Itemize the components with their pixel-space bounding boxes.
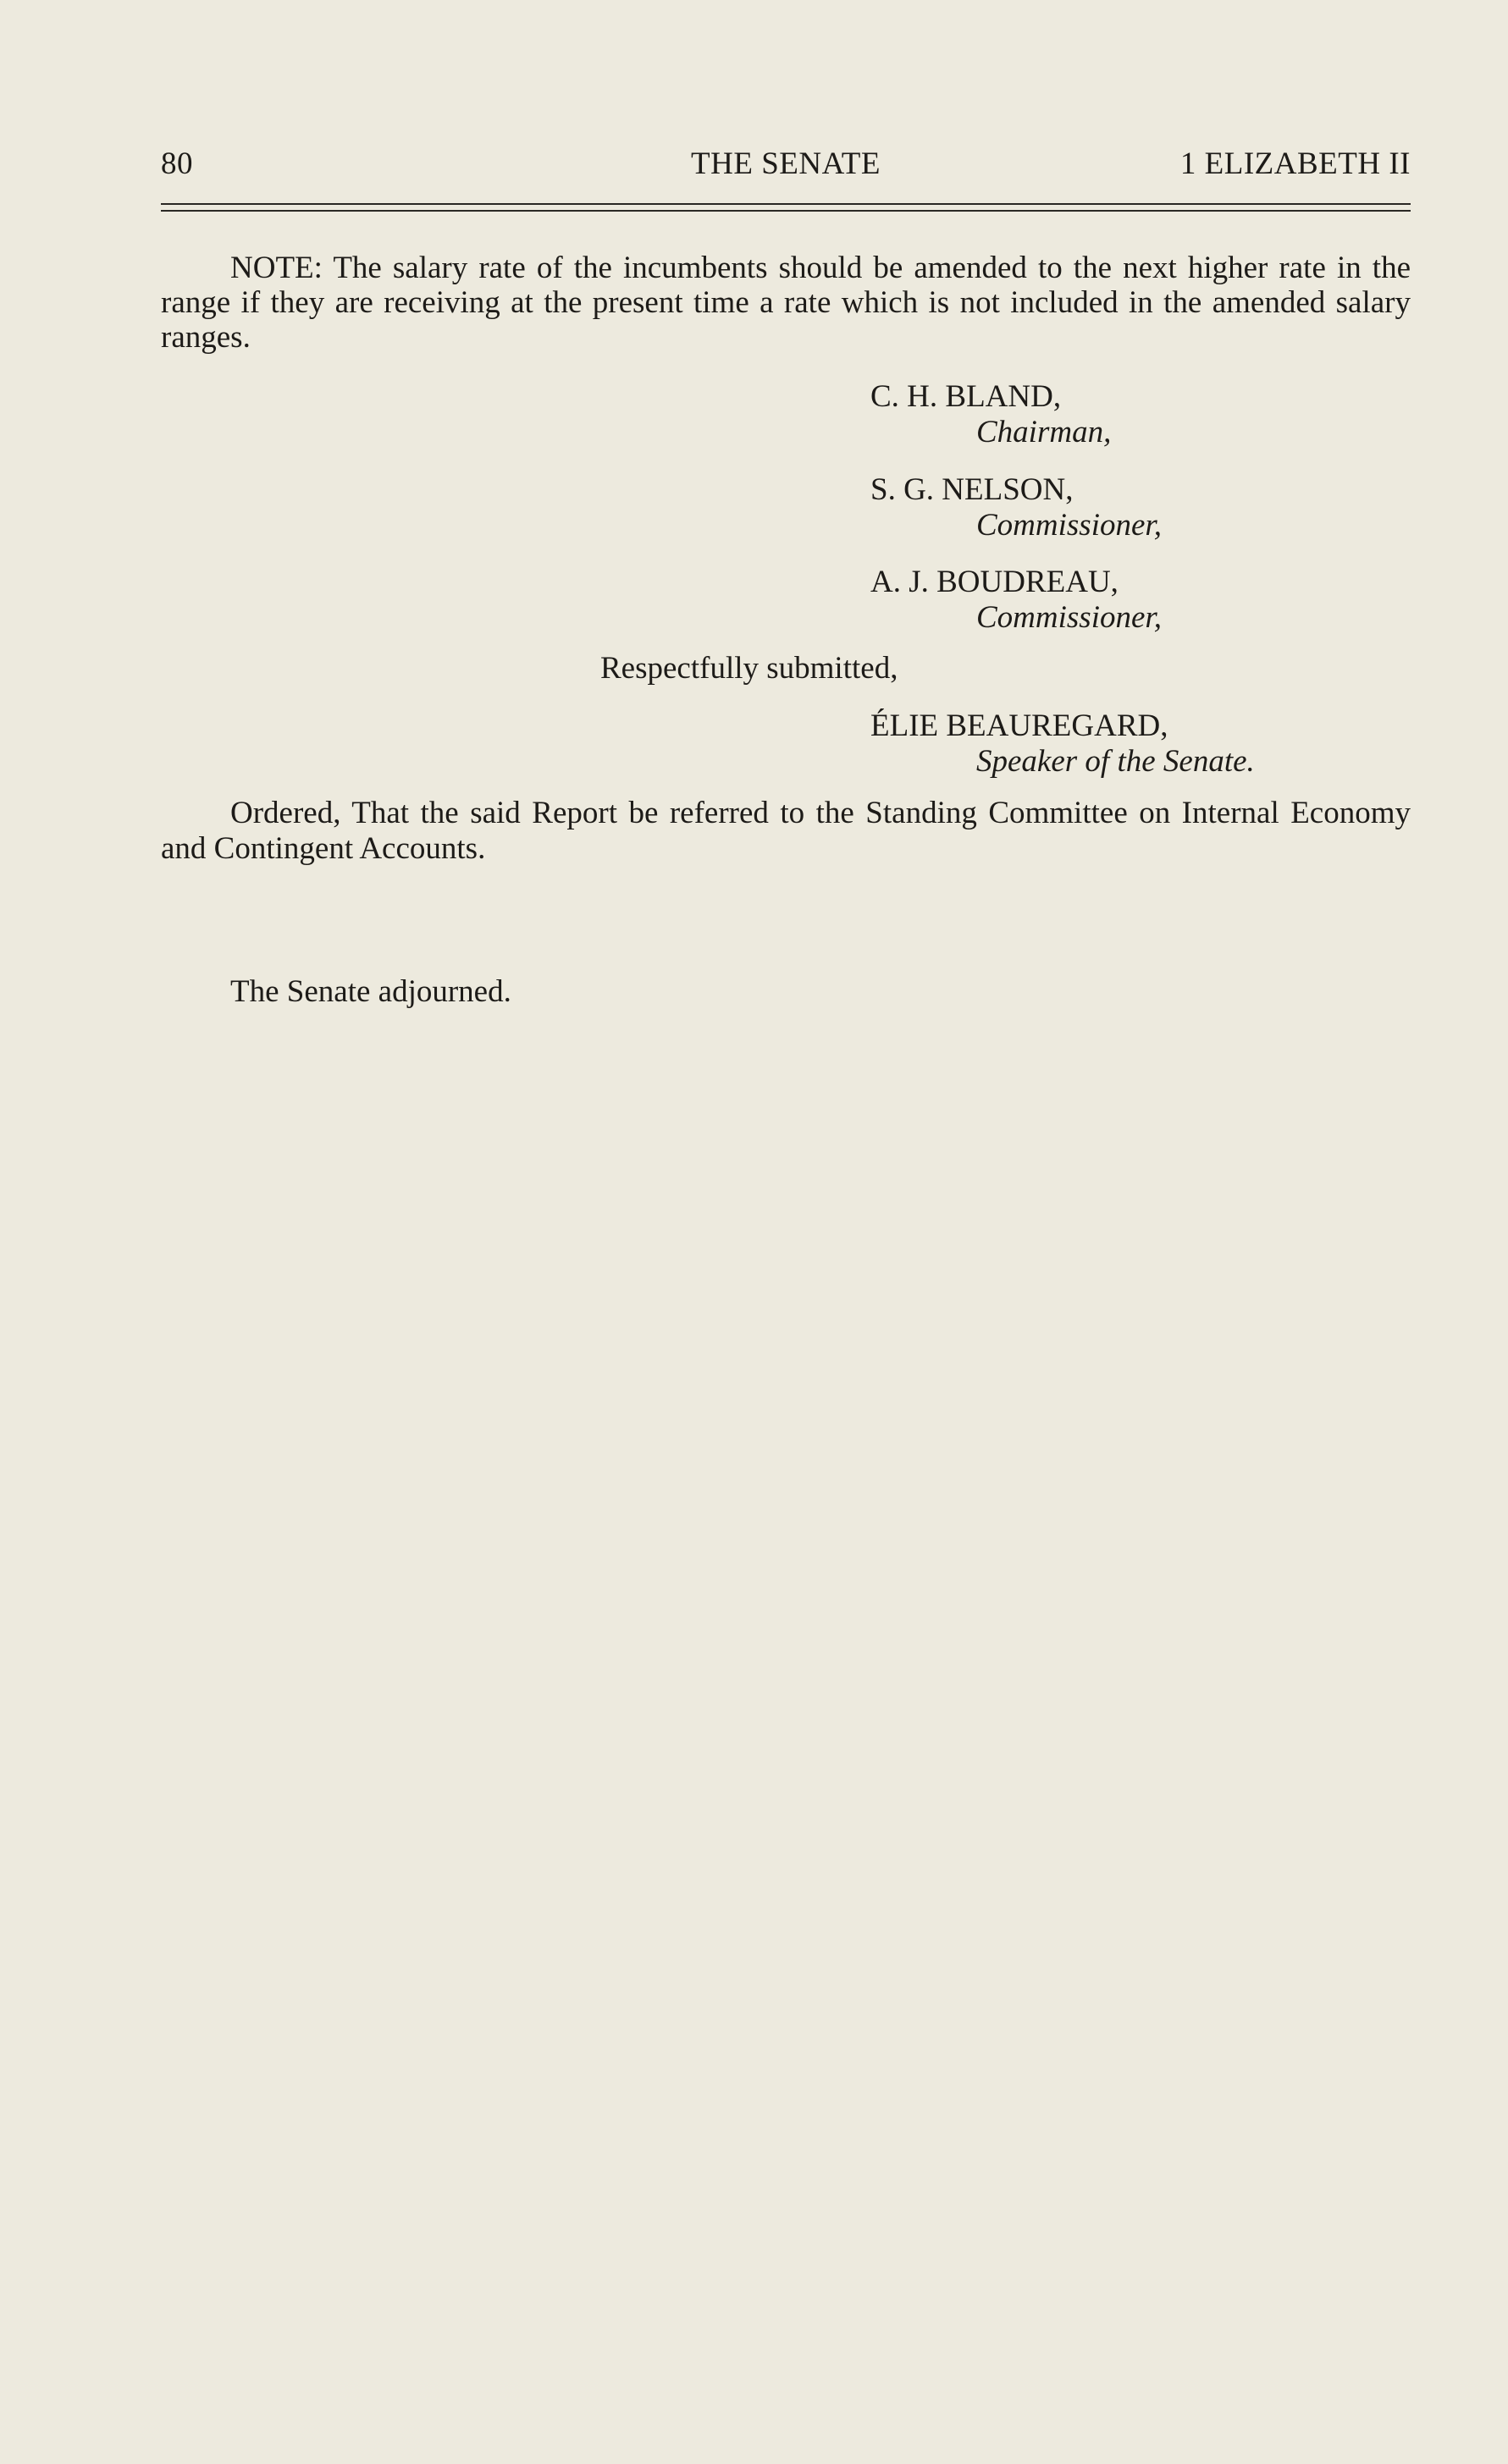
signatory-name: S. G. NELSON, — [870, 472, 1074, 507]
running-title: THE SENATE — [691, 146, 881, 181]
page-header — [161, 146, 1411, 186]
signatory-title: Chairman, — [976, 415, 1112, 449]
speaker-name: ÉLIE BEAUREGARD, — [870, 708, 1168, 743]
note-paragraph: NOTE: The salary rate of the incumbents should be amended to the next higher rate in the range if they are receiving at the present time a rate which is not included in the amended salary ranges. — [161, 251, 1411, 355]
header-rule-top — [161, 203, 1411, 205]
order-paragraph: Ordered, That the said Report be referred to the Standing Committee on Internal Economy and Contingent Accounts. — [161, 796, 1411, 866]
signatory-title: Commissioner, — [976, 600, 1162, 635]
page-number: 80 — [161, 146, 193, 181]
signatory-title: Commissioner, — [976, 508, 1162, 543]
header-rule-bottom — [161, 210, 1411, 212]
signatory-name: C. H. BLAND, — [870, 379, 1062, 414]
session-label: 1 ELIZABETH II — [1179, 146, 1411, 181]
speaker-title: Speaker of the Senate. — [976, 744, 1255, 779]
adjournment-line: The Senate adjourned. — [230, 974, 511, 1009]
signatory-name: A. J. BOUDREAU, — [870, 565, 1119, 599]
respectfully-submitted: Respectfully submitted, — [600, 651, 898, 686]
